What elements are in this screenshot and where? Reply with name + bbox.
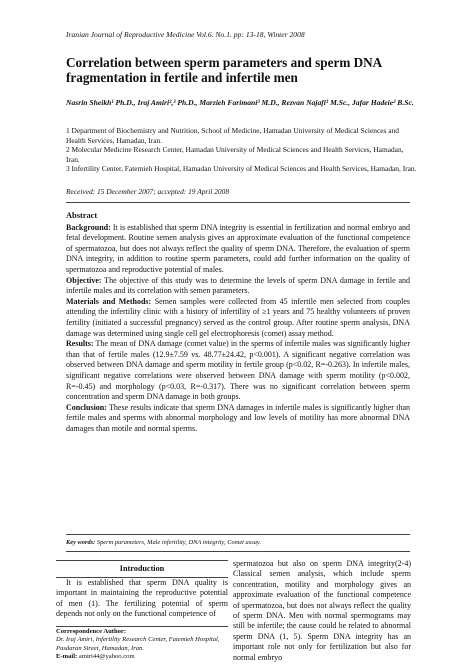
methods-text: Semen samples were collected from 45 infertile men selected from couples attending the infertility clinic with a history of infertility of ≥1 years and 75 healthy volunteers of proven fertility (initiated a successful pregnancy) served as the control group. After routine sperm analysis, DNA damage was determined using single cell gel electrophoresis (comet) assay method. xyxy=(66,296,410,338)
objective-label: Objective: xyxy=(66,275,102,285)
abstract-results xyxy=(66,339,410,403)
affiliations xyxy=(66,126,418,174)
results-text: The mean of DNA damage (comet value) in the sperms of infertile males was significantly higher than that of fertile males (12.9±7.59 vs. 48.77±24.42, p<0.001). A significant negative correlation was observed between DNA damage and sperm motility in fertile group (p<0.02, R=-0.263). In infertile males, significant negative correlations were observed between DNA damage with sperm motility (p<0.002, R=-0.45) and morphology (p<0.03, R=-0.317). There was no significant correlation between sperm concentration and sperm DNA damage in both groups. xyxy=(66,339,410,402)
journal-header: Iranian Journal of Reproductive Medicine Vol.6. No.1. pp: 13-18, Winter 2008 xyxy=(66,30,305,39)
results-label: Results: xyxy=(66,339,94,349)
divider-keywords-top xyxy=(66,534,410,535)
keywords-text: Sperm parameters, Male infertility, DNA integrity, Comet assay. xyxy=(95,539,261,546)
objective-text: The objective of this study was to determine the levels of sperm DNA damage in fertile and infertile males and its correlation with semen parameters. xyxy=(66,275,410,296)
conclusion-text: These results indicate that sperm DNA damages in infertile males is significantly higher than fertile males and sperms with abnormal morphology and low levels of motility has more abnormal DNA damages than motile and normal sperms. xyxy=(66,402,410,433)
correspondence-block xyxy=(56,628,228,662)
email-value[interactable]: amiri44@yahoo.com xyxy=(77,653,135,661)
affiliation-3: 3 Infertility Center, Fatemieh Hospital, Hamadan University of Medical Sciences and Health Services, Hamadan, Iran. xyxy=(66,164,417,174)
abstract-conclusion xyxy=(66,403,410,435)
affiliation-1: 1 Department of Biochemistry and Nutrition, School of Medicine, Hamadan University of Medical Sciences and Health Services, Hamadan, Iran. xyxy=(66,126,399,145)
article-title: Correlation between sperm parameters and sperm DNA fragmentation in fertile and infertile men xyxy=(66,55,382,85)
divider-keywords-bottom xyxy=(66,551,410,552)
abstract-background xyxy=(66,223,410,276)
correspondence-label: Correspondence Author: xyxy=(56,628,127,635)
abstract-heading: Abstract xyxy=(66,211,98,220)
introduction-left-text: It is established that sperm DNA quality is important in maintaining the reproductive potential of men (1). The fertilizing potential of sperm depends not only on the functional competence of xyxy=(56,578,228,619)
left-column xyxy=(56,560,228,620)
keywords-label: Key words: xyxy=(66,539,96,546)
background-text: It is established that sperm DNA integrity is essential in fertilization and normal embryo and fetal development. Routine semen analysis gives an approximate evaluation of the functional competence of spermatozoa, but does not always reflect the quality of sperm DNA. Therefore, the evaluation of sperm DNA integrity, in addition to routine sperm parameters, could add further information on the quality of spermatozoa and reproductive potential of males. xyxy=(66,222,410,274)
correspondence-email xyxy=(56,653,228,661)
methods-label: Materials and Methods: xyxy=(66,296,152,306)
divider-top xyxy=(66,202,410,203)
author-list: Nasrin Sheikh¹ Ph.D., Iraj Amiri²,³ Ph.D., Marzieh Farimani³ M.D., Rezvan Najafi¹ M.Sc., Jafar Hadeie² B.Sc. xyxy=(66,98,414,107)
abstract-objective xyxy=(66,276,410,297)
introduction-heading: Introduction xyxy=(56,560,228,578)
abstract-section xyxy=(66,211,410,434)
received-date: Received: 15 December 2007; accepted: 19 April 2008 xyxy=(66,187,230,196)
keywords xyxy=(66,539,410,546)
right-column xyxy=(233,559,411,663)
correspondence-address: Dr. Iraj Amiri, Infertility Research Center, Fatemieh Hospital, Pasdaran Street, Hamadan, Iran. xyxy=(56,636,220,652)
abstract-methods xyxy=(66,297,410,339)
affiliation-2: 2 Molecular Medicine Research Center, Hamadan University of Medical Sciences and Health Services, Hamadan, Iran. xyxy=(66,145,404,164)
conclusion-label: Conclusion: xyxy=(66,402,107,412)
background-label: Background: xyxy=(66,222,111,232)
introduction-right-text: spermatozoa but also on sperm DNA integrity(2-4) Classical semen analysis, which include sperm concentration, motility and morphology gives an approximate evaluation of the functional competence of spermatozoa, but does not always reflect the quality of sperm DNA. Men with normal spermograms may still be infertile; the cause could be related to abnormal sperm DNA (1, 5). Sperm DNA integrity has an important role not only for fertilization but also for normal embryo xyxy=(233,559,411,662)
email-label: E-mail: xyxy=(56,653,78,661)
correspondence-divider xyxy=(56,626,228,627)
